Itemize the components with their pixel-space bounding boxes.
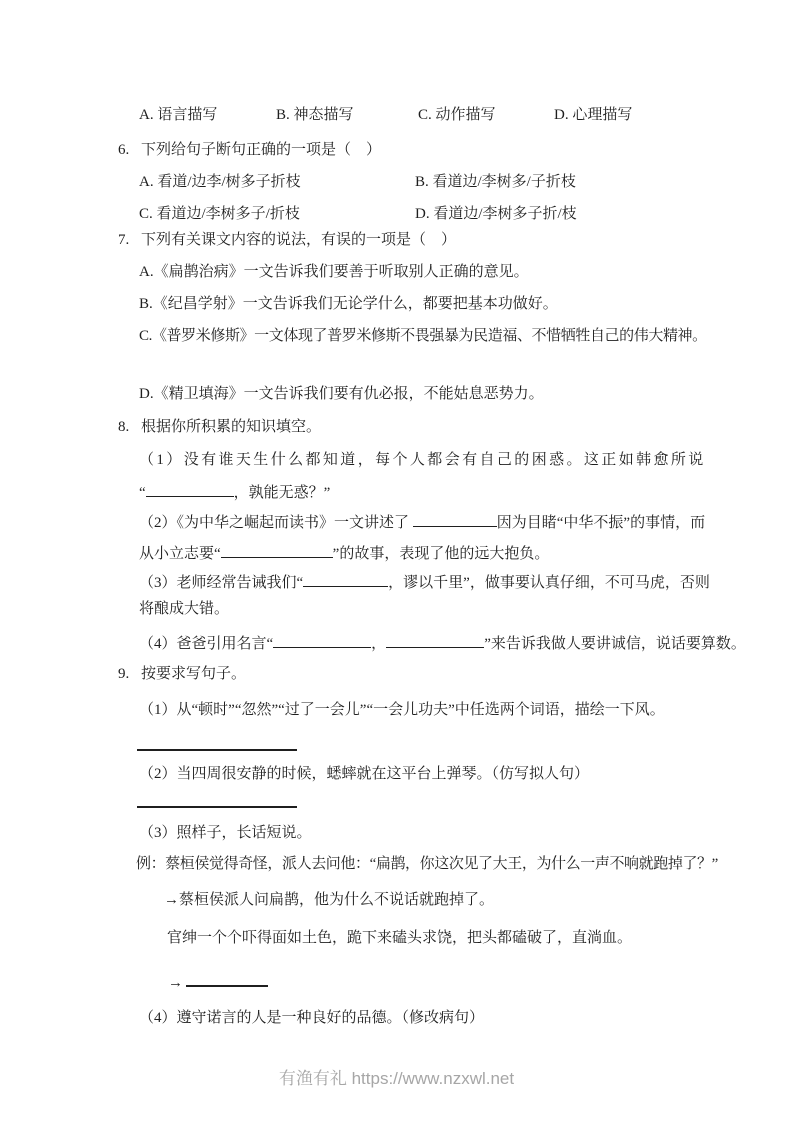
- q6-stem: 下列给句子断句正确的一项是（ ）: [141, 142, 382, 158]
- q9-part2: （2）当四周很安静的时候，蟋蟀就在这平台上弹琴。（仿写拟人句）: [139, 766, 590, 782]
- q9-part3-example: 例：蔡桓侯觉得奇怪，派人去问他：“扁鹊，你这次见了大王，为什么一声不响就跑掉了？”: [136, 856, 718, 872]
- q9-part3-title: （3）照样子，长话短说。: [139, 825, 312, 841]
- q8-stem: 根据你所积累的知识填空。: [141, 419, 322, 435]
- q5-option-a: A. 语言描写: [139, 107, 218, 123]
- q8-part3-after-blank: ，谬以千里”，做事要认真仔细，不可马虎，否则: [388, 575, 710, 591]
- q8-part4-blank2: [386, 632, 484, 648]
- q6-number: 6.: [118, 142, 130, 158]
- q8-part2-line2-post: ”的故事，表现了他的远大抱负。: [332, 546, 550, 562]
- q8-part2-line1: [139, 511, 705, 533]
- q8-part1-after-blank: ，孰能无惑？”: [233, 485, 331, 501]
- q8-part3-blank: [303, 571, 388, 587]
- q8-part1-line2: [139, 481, 330, 503]
- q8-part3-line1: [139, 571, 710, 593]
- q9-part3-example-answer: →蔡桓侯派人问扁鹊，他为什么不说话就跑掉了。: [164, 892, 495, 908]
- q9-part1-answer-line: [137, 731, 297, 751]
- q8-part4-blank1: [273, 632, 371, 648]
- q9-part3-answer-blank: [186, 970, 268, 987]
- q9-part2-answer-line: [137, 788, 297, 808]
- q7-stem: 下列有关课文内容的说法，有误的一项是（ ）: [141, 232, 457, 248]
- q9-number: 9.: [118, 666, 130, 682]
- q6-option-d: D. 看道边/李树多子折/枝: [415, 206, 577, 222]
- q6-option-c: C. 看道边/李树多子/折枝: [139, 206, 300, 222]
- q8-part3-before-blank: （3）老师经常告诫我们“: [139, 575, 304, 591]
- q5-option-c: C. 动作描写: [418, 107, 496, 123]
- q6-option-b: B. 看道边/李树多/子折枝: [415, 174, 576, 190]
- q5-option-d: D. 心理描写: [554, 107, 633, 123]
- q9-part4: （4）遵守诺言的人是一种良好的品德。（修改病句）: [139, 1010, 485, 1026]
- q9-part3-answer-row: [168, 970, 268, 993]
- q8-part2-line2-pre: 从小立志要“: [139, 546, 221, 562]
- q8-part2-after-blank: 因为目睹“中华不振”的事情，而: [496, 515, 706, 531]
- q7-option-c: C.《普罗米修斯》一文体现了普罗米修斯不畏强暴为民造福、不惜牺牲自己的伟大精神。: [139, 328, 707, 344]
- q9-stem: 按要求写句子。: [141, 666, 247, 682]
- q8-number: 8.: [118, 419, 130, 435]
- site-watermark: 有渔有礼 https://www.nzxwl.net: [278, 1069, 515, 1088]
- q8-part4-after-blank: ”来告诉我做人要讲诚信，说话要算数。: [484, 636, 746, 652]
- arrow-icon: →: [168, 975, 183, 991]
- q9-part1: （1）从“顿时”“忽然”“过了一会儿”“一会儿功夫”中任选两个词语，描绘一下风。: [139, 702, 665, 718]
- q9-part3-sentence: 官绅一个个吓得面如土色，跪下来磕头求饶，把头都磕破了，直淌血。: [167, 930, 633, 946]
- q7-option-d: D.《精卫填海》一文告诉我们要有仇必报，不能姑息恶势力。: [139, 386, 544, 402]
- q8-part4-before-blank: （4）爸爸引用名言“: [139, 636, 274, 652]
- q8-part4-line: [139, 632, 746, 654]
- q8-part2-blank2: [221, 542, 333, 558]
- q7-option-b: B.《纪昌学射》一文告诉我们无论学什么，都要把基本功做好。: [139, 296, 558, 312]
- q7-option-a: A.《扁鹊治病》一文告诉我们要善于听取别人正确的意见。: [139, 264, 529, 280]
- q8-part2-blank1: [413, 511, 497, 527]
- q7-number: 7.: [118, 232, 130, 248]
- q8-part2-line2: [139, 542, 549, 564]
- q8-part1-line1: （1）没有谁天生什么都知道，每个人都会有自己的困惑。这正如韩愈所说: [139, 452, 706, 468]
- q6-option-a: A. 看道/边李/树多子折枝: [139, 174, 301, 190]
- q8-part3-line2: 将酿成大错。: [139, 601, 230, 617]
- q5-option-b: B. 神态描写: [276, 107, 354, 123]
- q8-part2-before-blank: （2）《为中华之崛起而读书》一文讲述了: [139, 515, 413, 531]
- q8-part1-blank: [146, 481, 234, 497]
- q8-part1-open-quote: “: [139, 485, 146, 501]
- q8-part4-comma: ，: [371, 636, 387, 652]
